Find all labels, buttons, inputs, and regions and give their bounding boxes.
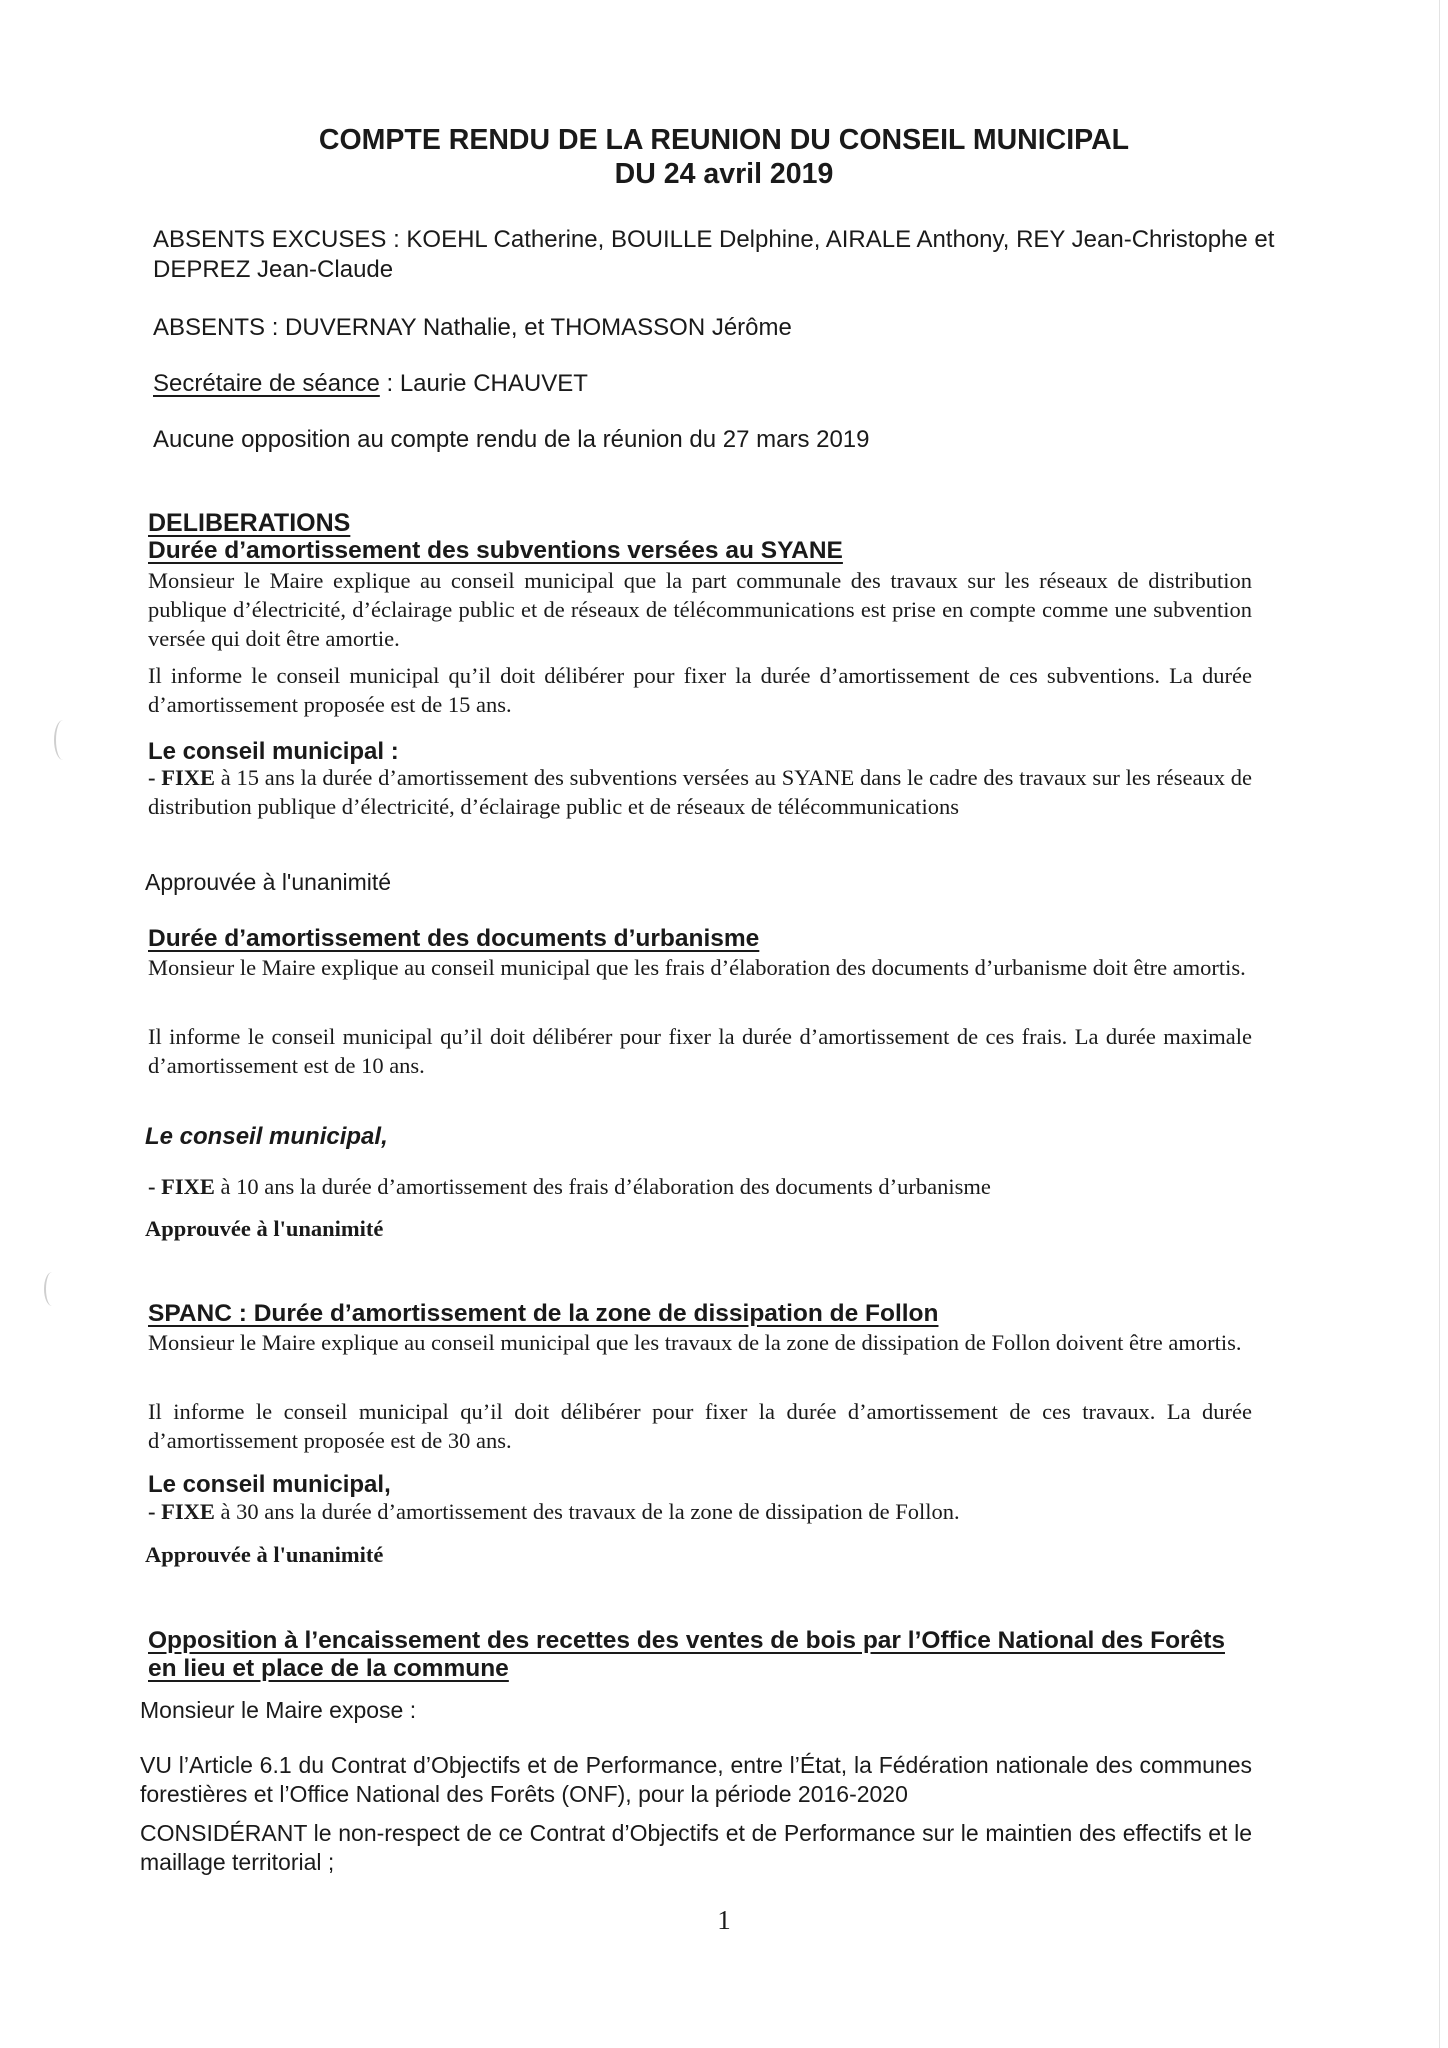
scan-margin-mark <box>54 720 72 760</box>
title-line-1: COMPTE RENDU DE LA REUNION DU CONSEIL MUNICIPAL <box>318 124 1130 156</box>
urbanisme-council-label: Le conseil municipal, <box>145 1123 388 1150</box>
onf-considerant: CONSIDÉRANT le non-respect de ce Contrat d’Objectifs et de Performance sur le maintien des effectifs et le maillage territorial ; <box>140 1820 1252 1875</box>
urbanisme-decision-text: à 10 ans la durée d’amortissement des frais d’élaboration des documents d’urbanisme <box>214 1174 991 1199</box>
title-line-2: DU 24 avril 2019 <box>614 158 834 190</box>
spanc-paragraph-1: Monsieur le Maire explique au conseil municipal que les travaux de la zone de dissipation de Follon doivent être amortis. <box>148 1330 1242 1355</box>
spanc-paragraph-2: Il informe le conseil municipal qu’il doit délibérer pour fixer la durée d’amortissement de ces travaux. La durée d’amortissement proposée est de 30 ans. <box>148 1399 1252 1453</box>
scan-margin-mark <box>44 1272 60 1306</box>
scan-edge-line <box>1439 0 1440 2048</box>
syane-council-label: Le conseil municipal : <box>148 738 399 765</box>
opposition-note: Aucune opposition au compte rendu de la réunion du 27 mars 2019 <box>153 426 870 453</box>
urbanisme-paragraph-2: Il informe le conseil municipal qu’il doit délibérer pour fixer la durée d’amortissement de ces frais. La durée maximale d’amortissement est de 10 ans. <box>148 1024 1252 1078</box>
fixe-keyword: - FIXE <box>148 1499 215 1524</box>
absents-excuses: ABSENTS EXCUSES : KOEHL Catherine, BOUILLE Delphine, AIRALE Anthony, REY Jean-Christophe et DEPREZ Jean-Claude <box>153 226 1275 283</box>
syane-approved: Approuvée à l'unanimité <box>145 869 392 895</box>
onf-heading-line-1: Opposition à l’encaissement des recettes des ventes de bois par l’Office National des Forêts <box>148 1627 1225 1654</box>
document-title <box>0 123 1448 191</box>
urbanisme-paragraph-1: Monsieur le Maire explique au conseil municipal que les frais d’élaboration des documents d’urbanisme doit être amortis. <box>148 955 1246 980</box>
fixe-keyword: - FIXE <box>148 765 215 790</box>
syane-decision-text: à 15 ans la durée d’amortissement des subventions versées au SYANE dans le cadre des travaux sur les réseaux de distribution publique d’électricité, d’éclairage public et de réseaux de télécommunications <box>148 765 1253 819</box>
absents: ABSENTS : DUVERNAY Nathalie, et THOMASSON Jérôme <box>153 314 792 341</box>
spanc-approved: Approuvée à l'unanimité <box>145 1542 384 1567</box>
secretaire-label: Secrétaire de séance <box>153 370 380 397</box>
spanc-council-label: Le conseil municipal, <box>148 1471 391 1498</box>
syane-paragraph-2: Il informe le conseil municipal qu’il doit délibérer pour fixer la durée d’amortissement de ces subventions. La durée d’amortissement proposée est de 15 ans. <box>148 663 1252 717</box>
spanc-decision <box>148 1497 1252 1526</box>
urbanisme-heading: Durée d’amortissement des documents d’urbanisme <box>148 925 760 952</box>
spanc-decision-text: à 30 ans la durée d’amortissement des travaux de la zone de dissipation de Follon. <box>214 1499 960 1524</box>
deliberations-heading: DELIBERATIONS <box>148 509 351 537</box>
onf-heading-line-2: en lieu et place de la commune <box>148 1655 509 1682</box>
onf-vu: VU l’Article 6.1 du Contrat d’Objectifs et de Performance, entre l’État, la Fédération nationale des communes forestières et l’Office National des Forêts (ONF), pour la période 2016-2020 <box>140 1752 1252 1807</box>
onf-heading <box>148 1627 1225 1683</box>
onf-expose: Monsieur le Maire expose : <box>140 1697 417 1723</box>
fixe-keyword: - FIXE <box>148 1174 215 1199</box>
syane-heading: Durée d’amortissement des subventions versées au SYANE <box>148 537 843 564</box>
urbanisme-approved: Approuvée à l'unanimité <box>145 1216 384 1241</box>
page-number: 1 <box>717 1905 731 1935</box>
secretaire-de-seance <box>153 369 1293 399</box>
secretaire-value: : Laurie CHAUVET <box>379 370 588 397</box>
syane-decision <box>148 763 1252 821</box>
syane-paragraph-1: Monsieur le Maire explique au conseil municipal que la part communale des travaux sur les réseaux de distribution publique d’électricité, d’éclairage public et de réseaux de télécommunications est prise en compte comme une subvention versée qui doit être amortie. <box>148 568 1252 651</box>
urbanisme-decision <box>148 1172 1252 1201</box>
spanc-heading: SPANC : Durée d’amortissement de la zone de dissipation de Follon <box>148 1300 939 1327</box>
